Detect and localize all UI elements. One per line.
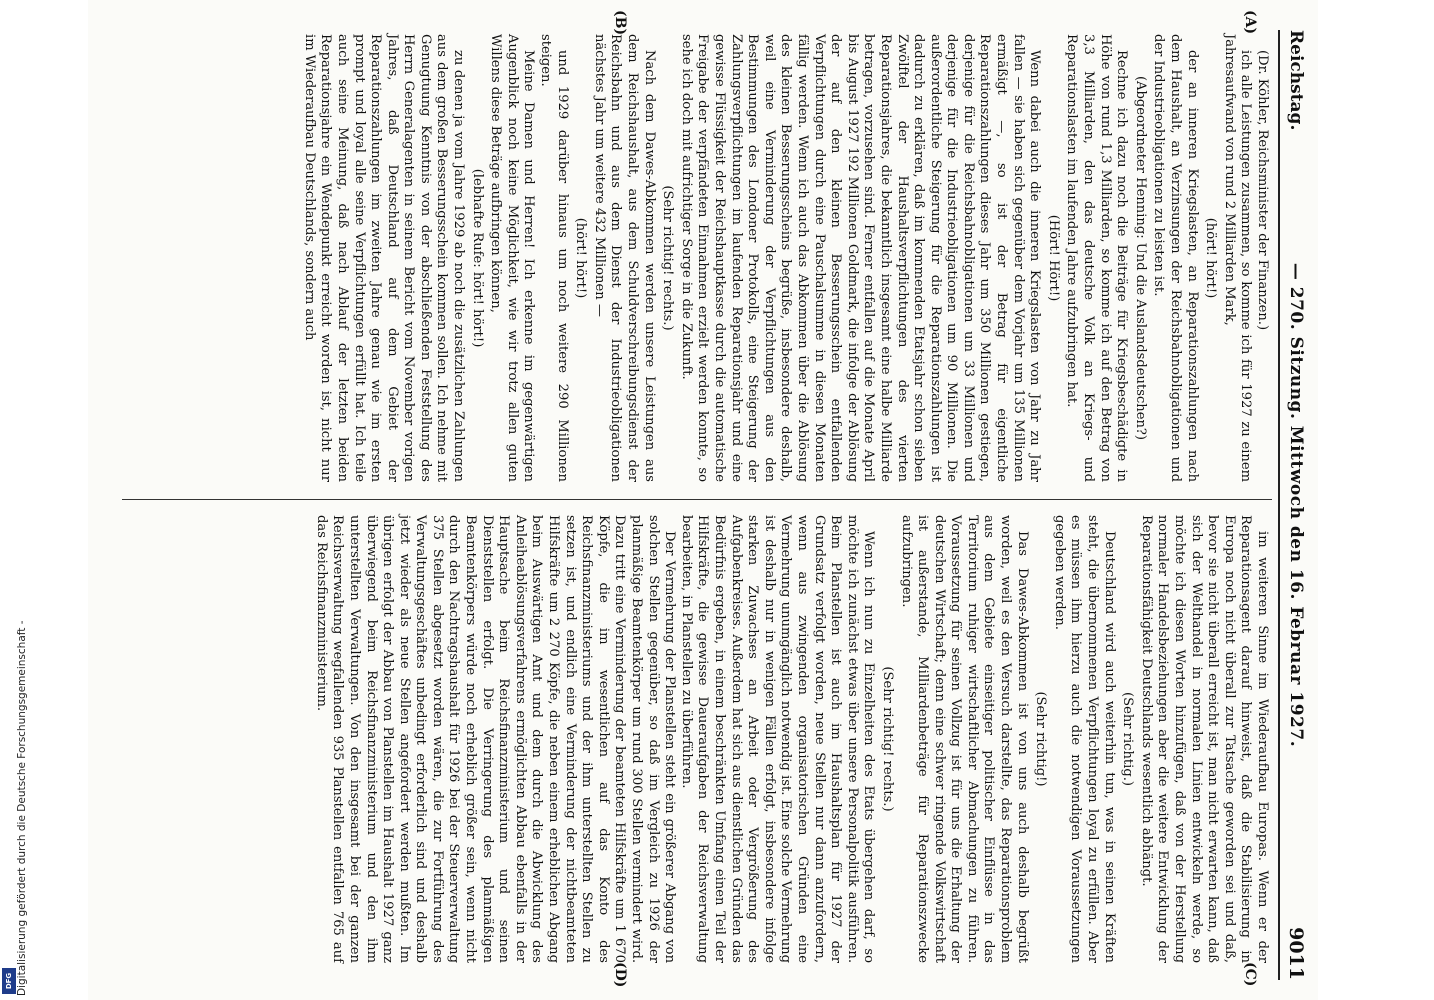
digitization-credit	[2, 610, 28, 996]
left-column	[300, 34, 1270, 482]
right-column-interjection: (Sehr richtig! rechts.)	[879, 666, 895, 812]
margin-mark-b: (B)	[612, 10, 628, 36]
left-column-paragraph: Meine Damen und Herren! Ich erkenne im gegenwärtigen Augenblick noch keine Möglichkeit, wie wir trotz allen guten Willens diese Beträge aufbringen können,	[488, 34, 537, 482]
left-column-interjection: (hört! hört!)	[1203, 217, 1219, 299]
scanned-page	[88, 0, 1318, 1000]
right-column-paragraph: Der Vermehrung der Planstellen steht ein größerer Abgang von solchen Stellen gegenüber, so daß im Vergleich zu 1926 der planmäßige Beamtenkörper um rund 300 Stellen vermindert wird. Dazu tritt eine Verminderung der beamteten Hilfskräfte um 1 670 Köpfe, die im wesentlichen auf das Konto des Reichsfinanzministeriums und der ihm unterstellten Stellen zu setzen ist, und endlich eine Verminderung der nichtbeamteten Hilfskräfte um 2 270 Köpfe, die neben einem erheblichen Abgang beim Auswärtigen Amt und dem durch die Abwicklung des Anleiheablösungsverfahrens ermöglichten Abbau ebenfalls in der Hauptsache beim Reichsfinanzministerium und seinen Dienststellen erfolgt. Die Verringerung des planmäßigen Beamtenkörpers würde noch erheblich größer sein, wenn nicht durch den Nachtragshaushalt für 1926 bei der Steuerverwaltung 375 Stellen abgesetzt worden wären, die zur Fortführung des Verwaltungsgeschäftes unbedingt erforderlich sind und deshalb jetzt wieder als neue Stellen angefordert werden mußten. Im übrigen erfolgt der Abbau von Planstellen im Haushalt 1927 ganz überwiegend beim Reichsfinanzministerium und den ihm unterstellten Verwaltungen. Von den insgesamt bei der ganzen Reichsverwaltung wegfallenden 935 Planstellen entfallen 765 auf das Reichsfinanzministerium.	[313, 515, 678, 963]
margin-mark-a: (A)	[1242, 10, 1258, 35]
left-column-paragraph: der an inneren Kriegslasten, an Reparationszahlungen nach dem Haushalt, an Verzinsungen der Reichsbahnobligationen und der Industrieobligationen zu leisten ist.	[1151, 34, 1200, 482]
left-column-interjection: (hört! hört!)	[573, 217, 589, 299]
header-left: Reichstag.	[1286, 30, 1306, 131]
left-column-paragraph: Nach dem Dawes-Abkommen werden unsere Leistungen aus dem Reichshaushalt, aus dem Schuldverschreibungsdienst der Reichsbahn und aus dem Dienst der Industrieobligationen nächstes Jahr um weitere 432 Millionen —	[591, 34, 657, 482]
left-column-paragraph: und 1929 darüber hinaus um noch weitere 290 Millionen steigen.	[538, 34, 570, 482]
left-column-interjection: (Hört! Hört!)	[1045, 214, 1061, 302]
right-column	[312, 515, 1270, 963]
right-column-paragraph: Wenn ich nun zu Einzelheiten des Etats übergehen darf, so möchte ich zunächst etwas über unsere Personalpolitik ausführen. Beim Planstellen ist auch im Haushaltsplan für 1927 der Grundsatz verfolgt worden, neue Stellen nur dann anzufordern, wenn aus zwingenden organisatorischen Gründen eine Vermehrung unumgänglich notwendig ist. Eine solche Vermehrung ist deshalb nur in wenigen Fällen erfolgt, insbesondere infolge starken Zuwachses an Arbeit oder Vergrößerung des Aufgabenkreises. Außerdem hat sich aus dienstlichen Gründen das Bedürfnis ergeben, in einem beschränkten Umfang einen Teil der Hilfskräfte, die gewisse Daueraufgaben der Reichsverwaltung bearbeiten, in Planstellen zu überführen.	[678, 515, 877, 963]
right-column-interjection: (Sehr richtig.)	[1120, 692, 1136, 786]
left-column-interjection: (Abgeordneter Henning: Und die Auslandsdeutschen?)	[1132, 75, 1148, 441]
dfg-logo	[2, 968, 16, 994]
right-column-paragraph: im weiteren Sinne im Wiederaufbau Europas. Wenn er der Reparationsagent darauf hinweist, daß die Stabilisierung in Europa noch nicht überall zur Tatsache geworden sei und daß, bevor sie nicht überall erreicht ist, man nicht erwarten kann, daß sich der Welthandel in normalen Linien entwickeln werde, so möchte ich diesen Worten hinzufügen, daß von der Herstellung normaler Handelsbeziehungen aber die weitere Entwicklung der Reparationsfähigkeit Deutschlands wesentlich abhängt.	[1138, 515, 1270, 963]
right-column-paragraph: Das Dawes-Abkommen ist von uns auch deshalb begrüßt worden, weil es den Versuch darstellte, das Reparationsproblem aus dem Gebiete einseitiger politischer Einflüsse in das Territorium ruhiger wirtschaftlicher Abmachungen zu führen. Voraussetzung für seinen Vollzug ist für uns die Erhaltung der deutschen Wirtschaft; denn eine schwer ringende Volkswirtschaft ist außerstande, Milliardenbeträge für Reparationszwecke aufzubringen.	[898, 515, 1030, 963]
left-column-paragraph: zu denen ja vom Jahre 1929 ab noch die zusätzlichen Zahlungen aus dem großen Besserungsschein kommen sollen. Ich nehme mit Genugtuung Kenntnis von der abschließenden Feststellung des Herrn Generalagenten in seinem Bericht vom November vorigen Jahres, daß Deutschland auf dem Gebiet der Reparationszahlungen im zweiten Jahre genau wie im ersten prompt und loyal alle seine Verpflichtungen erfüllt hat. Ich teile auch seine Meinung, daß nach Ablauf der letzten beiden Reparationsjahre ein Wendepunkt erreicht worden ist, nicht nur im Wiederaufbau Deutschlands, sondern auch	[301, 34, 467, 482]
left-column-paragraph: (Dr. Köhler, Reichsminister der Finanzen.)	[1255, 50, 1270, 331]
left-column-paragraph: ich alle Leistungen zusammen, so komme ich für 1927 zu einem Jahresaufwand von rund 2 Milliarden Mark,	[1221, 34, 1254, 482]
column-divider	[122, 499, 1272, 500]
right-column-interjection: (Sehr richtig!)	[1033, 691, 1049, 787]
page-header	[1278, 30, 1312, 980]
left-column-interjection: (Sehr richtig! rechts.)	[660, 185, 676, 331]
margin-mark-d: (D)	[612, 962, 628, 988]
credit-text: Digitalisierung gefördert durch die Deutsche Forschungsgemeinschaft -	[16, 620, 28, 996]
margin-mark-c: (C)	[1242, 962, 1258, 987]
left-column-paragraph: Wenn dabei auch die inneren Kriegslasten von Jahr zu Jahr fallen — sie haben sich gegenüber dem Vorjahr um 135 Millionen ermäßigt —, so ist der Betrag für eigentliche Reparationszahlungen dieses Jahr um 350 Millionen gestiegen, derjenige für die Reichsbahnobligationen um 33 Millionen und derjenige für die Industrieobligationen um 90 Millionen. Die außerordentliche Steigerung für die Reparationszahlungen ist dadurch zu erklären, daß im kommenden Etatsjahr schon sieben Zwölftel der Haushaltsverpflichtungen des vierten Reparationsjahres, die bekanntlich insgesamt eine halbe Milliarde betragen, vorzusehen sind. Ferner entfallen auf die Monate April bis August 1927 192 Millionen Goldmark, die infolge der Ablösung der auf den kleinen Besserungsschein entfallenden Verpflichtungen durch eine Pauschalsumme in diesen Monaten fällig werden. Wenn ich auch das Abkommen über die Ablösung des kleinen Besserungsscheins begrüße, insbesondere deshalb, weil eine Verminderung der Verpflichtungen aus den Bestimmungen des Londoner Protokolls, eine Steigerung der Zahlungsverpflichtungen im laufenden Reparationsjahr und eine gewisse Flüssigkeit der Reichshauptkasse durch die automatische Freigabe der verpfändeten Einnahmen erzielt werden konnte, so sehe ich doch mit aufrichtiger Sorge in die Zukunft.	[678, 34, 1043, 482]
dfg-logo-text: DFG	[5, 972, 13, 990]
page-number: 9011	[1285, 927, 1307, 980]
left-column-paragraph: Rechne ich dazu noch die Beiträge für Kriegsbeschädigte in Höhe von rund 1,3 Milliarden, so komme ich auf den Betrag von 3,3 Milliarden, den das deutsche Volk an Kriegs- und Reparationslasten im laufenden Jahre aufzubringen hat.	[1064, 34, 1130, 482]
right-column-paragraph: Deutschland wird auch weiterhin tun, was in seinen Kräften steht, die übernommenen Verpflichtungen loyal zu erfüllen. Aber es müssen ihm hierzu auch die notwendigen Voraussetzungen gegeben werden.	[1051, 515, 1117, 963]
left-column-interjection: (lebhafte Rufe: hört! hört!)	[469, 168, 485, 348]
header-center: — 270. Sitzung. Mittwoch den 16. Februar 1927.	[1286, 262, 1306, 748]
